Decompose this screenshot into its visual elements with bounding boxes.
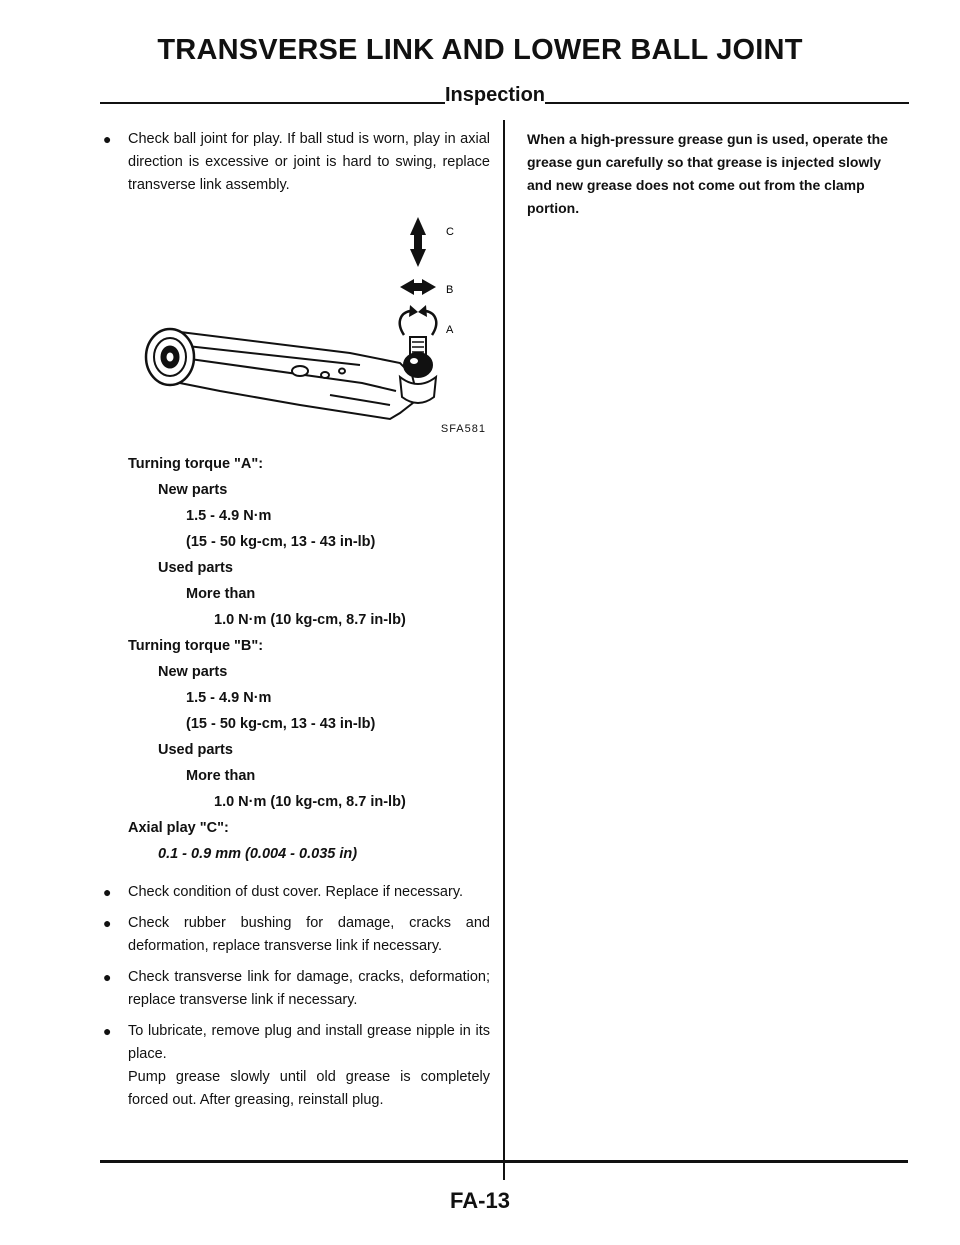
bullet-icon: ● xyxy=(103,884,112,900)
torque-value: 1.5 - 4.9 N·m xyxy=(186,508,272,524)
intro-text: Check ball joint for play. If ball stud is worn, play in axial direction is excessive or joint is hard to swing, replace transverse link assembly. xyxy=(128,131,490,193)
torque-value-alt: (15 - 50 kg-cm, 13 - 43 in-lb) xyxy=(186,716,376,732)
torque-value-alt: (15 - 50 kg-cm, 13 - 43 in-lb) xyxy=(186,534,376,550)
column-divider xyxy=(503,120,505,1180)
ball-joint-figure xyxy=(100,205,490,447)
section-heading: Inspection xyxy=(445,84,546,106)
torque-value: 1.0 N·m (10 kg-cm, 8.7 in-lb) xyxy=(214,612,406,628)
new-parts-label: New parts xyxy=(158,664,228,680)
horizontal-arrow-icon xyxy=(400,279,436,295)
section-rule-left xyxy=(100,102,445,104)
page-title: TRANSVERSE LINK AND LOWER BALL JOINT xyxy=(157,34,803,66)
label-c: C xyxy=(446,226,454,238)
figure-code: SFA581 xyxy=(440,423,486,435)
bottom-rule xyxy=(100,1160,908,1163)
axial-play-value: 0.1 - 0.9 mm (0.004 - 0.035 in) xyxy=(158,846,358,862)
turning-torque-b-label: Turning torque "B": xyxy=(128,638,264,654)
more-than-label: More than xyxy=(186,586,256,602)
new-parts-label: New parts xyxy=(158,482,228,498)
left-column xyxy=(100,128,490,1120)
grease-gun-note: When a high-pressure grease gun is used, operate the grease gun carefully so that grease is injected slowly and new grease does not come out from the clamp portion. xyxy=(527,131,888,216)
bullet-icon: ● xyxy=(103,1023,112,1039)
list-item xyxy=(100,912,490,958)
section-rule-right xyxy=(545,102,909,104)
turning-torque-a-label: Turning torque "A": xyxy=(128,456,264,472)
lubricate-followup: Pump grease slowly until old grease is completely forced out. After greasing, reinstall plug. xyxy=(128,1069,490,1108)
torque-spec-block xyxy=(100,451,490,867)
bullet-icon: ● xyxy=(103,969,112,985)
rotation-arrow-icon xyxy=(400,305,437,335)
used-parts-label: Used parts xyxy=(158,560,233,576)
transverse-link-icon xyxy=(170,331,418,419)
more-than-label: More than xyxy=(186,768,256,784)
torque-value: 1.5 - 4.9 N·m xyxy=(186,690,272,706)
bullet-icon: ● xyxy=(103,131,112,147)
list-item xyxy=(100,1020,490,1066)
transverse-link-diagram xyxy=(100,205,490,447)
list-item-text: Check condition of dust cover. Replace if necessary. xyxy=(128,884,464,900)
intro-bullet xyxy=(100,128,490,197)
list-item-text: To lubricate, remove plug and install grease nipple in its place. xyxy=(128,1023,490,1062)
page-number: FA-13 xyxy=(450,1188,510,1213)
used-parts-label: Used parts xyxy=(158,742,233,758)
axial-play-label: Axial play "C": xyxy=(128,820,229,836)
label-b: B xyxy=(446,284,454,296)
list-item-text: Check transverse link for damage, cracks, deformation; replace transverse link if necessary. xyxy=(128,969,490,1008)
list-item xyxy=(100,881,490,904)
rubber-bushing-icon xyxy=(146,329,194,385)
torque-value: 1.0 N·m (10 kg-cm, 8.7 in-lb) xyxy=(214,794,406,810)
bullet-icon: ● xyxy=(103,915,112,931)
label-a: A xyxy=(446,324,454,336)
vertical-arrow-icon xyxy=(410,217,426,267)
list-item-text: Check rubber bushing for damage, cracks and deformation, replace transverse link if necessary. xyxy=(128,915,490,954)
list-item xyxy=(100,966,490,1012)
ball-joint-icon xyxy=(400,337,436,403)
right-column xyxy=(527,128,907,220)
